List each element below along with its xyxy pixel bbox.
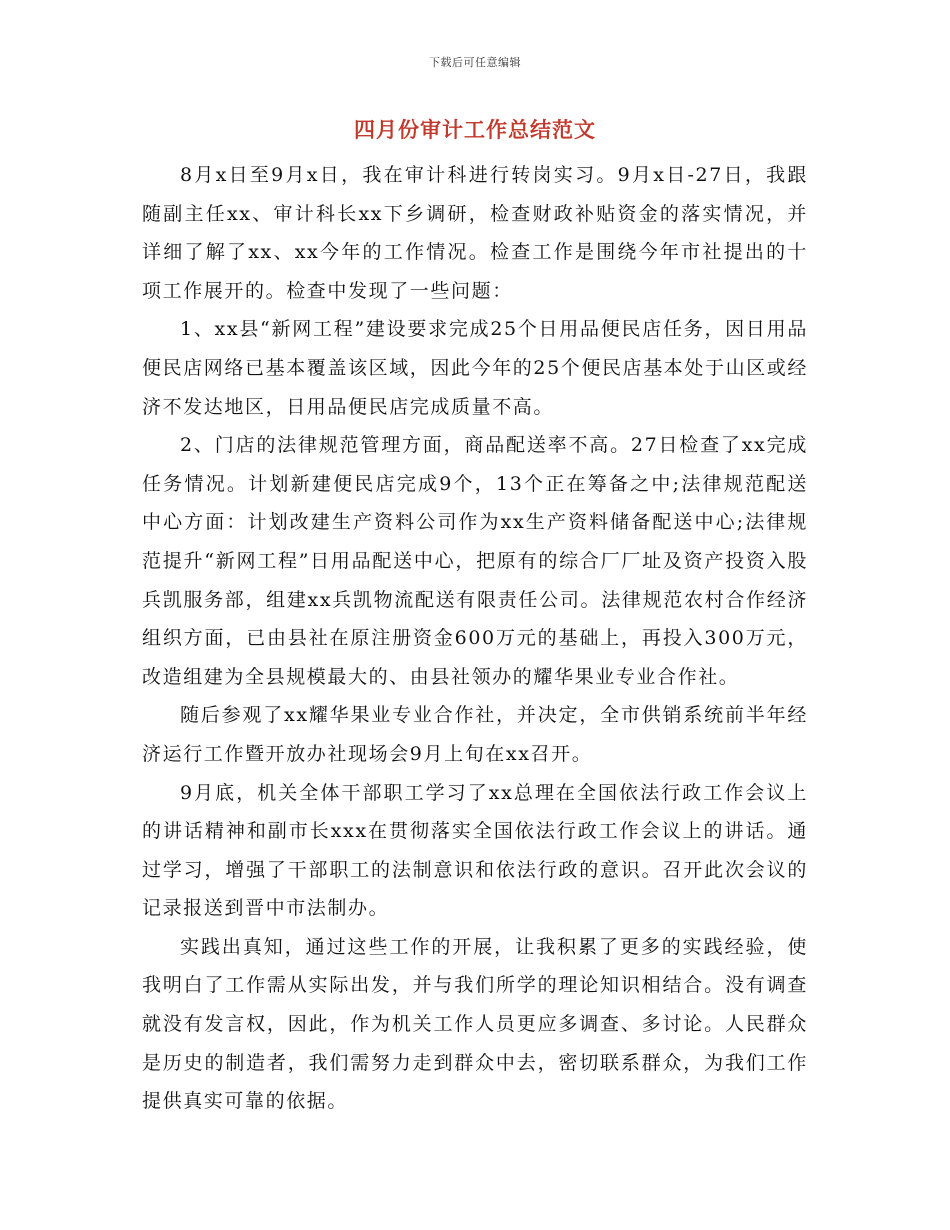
header-note: 下载后可任意编辑 [429, 56, 521, 69]
paragraph: 9月底，机关全体干部职工学习了xx总理在全国依法行政工作会议上的讲话精神和副市长xxx在贯彻落实全国依法行政工作会议上的讲话。通过学习，增强了干部职工的法制意识和依法行政的意识。召开此次会议的记录报送到晋中市法制办。 [142, 781, 808, 920]
paragraph: 实践出真知，通过这些工作的开展，让我积累了更多的实践经验，使我明白了工作需从实际出发，并与我们所学的理论知识相结合。没有调查就没有发言权，因此，作为机关工作人员更应多调查、多讨论。人民群众是历史的制造者，我们需努力走到群众中去，密切联系群众，为我们工作提供真实可靠的依据。 [142, 935, 808, 1113]
paragraph: 1、xx县“新网工程”建设要求完成25个日用品便民店任务，因日用品便民店网络已基本覆盖该区域，因此今年的25个便民店基本处于山区或经济不发达地区，日用品便民店完成质量不高。 [142, 318, 808, 418]
document-title: 四月份审计工作总结范文 [354, 118, 596, 142]
paragraph: 随后参观了xx耀华果业专业合作社，并决定，全市供销系统前半年经济运行工作暨开放办社现场会9月上旬在xx召开。 [142, 704, 808, 765]
document-body [142, 156, 808, 1121]
paragraph: 2、门店的法律规范管理方面，商品配送率不高。27日检查了xx完成任务情况。计划新建便民店完成9个，13个正在筹备之中;法律规范配送中心方面：计划改建生产资料公司作为xx生产资料储备配送中心;法律规范提升“新网工程”日用品配送中心，把原有的综合厂厂址及资产投资入股兵凯服务部，组建xx兵凯物流配送有限责任公司。法律规范农村合作经济组织方面，已由县社在原注册资金600万元的基础上，再投入300万元，改造组建为全县规模最大的、由县社领办的耀华果业专业合作社。 [142, 434, 808, 688]
paragraph: 8月x日至9月x日，我在审计科进行转岗实习。9月x日-27日，我跟随副主任xx、审计科长xx下乡调研，检查财政补贴资金的落实情况，并详细了解了xx、xx今年的工作情况。检查工作是围绕今年市社提出的十项工作展开的。检查中发现了一些问题： [142, 164, 808, 302]
